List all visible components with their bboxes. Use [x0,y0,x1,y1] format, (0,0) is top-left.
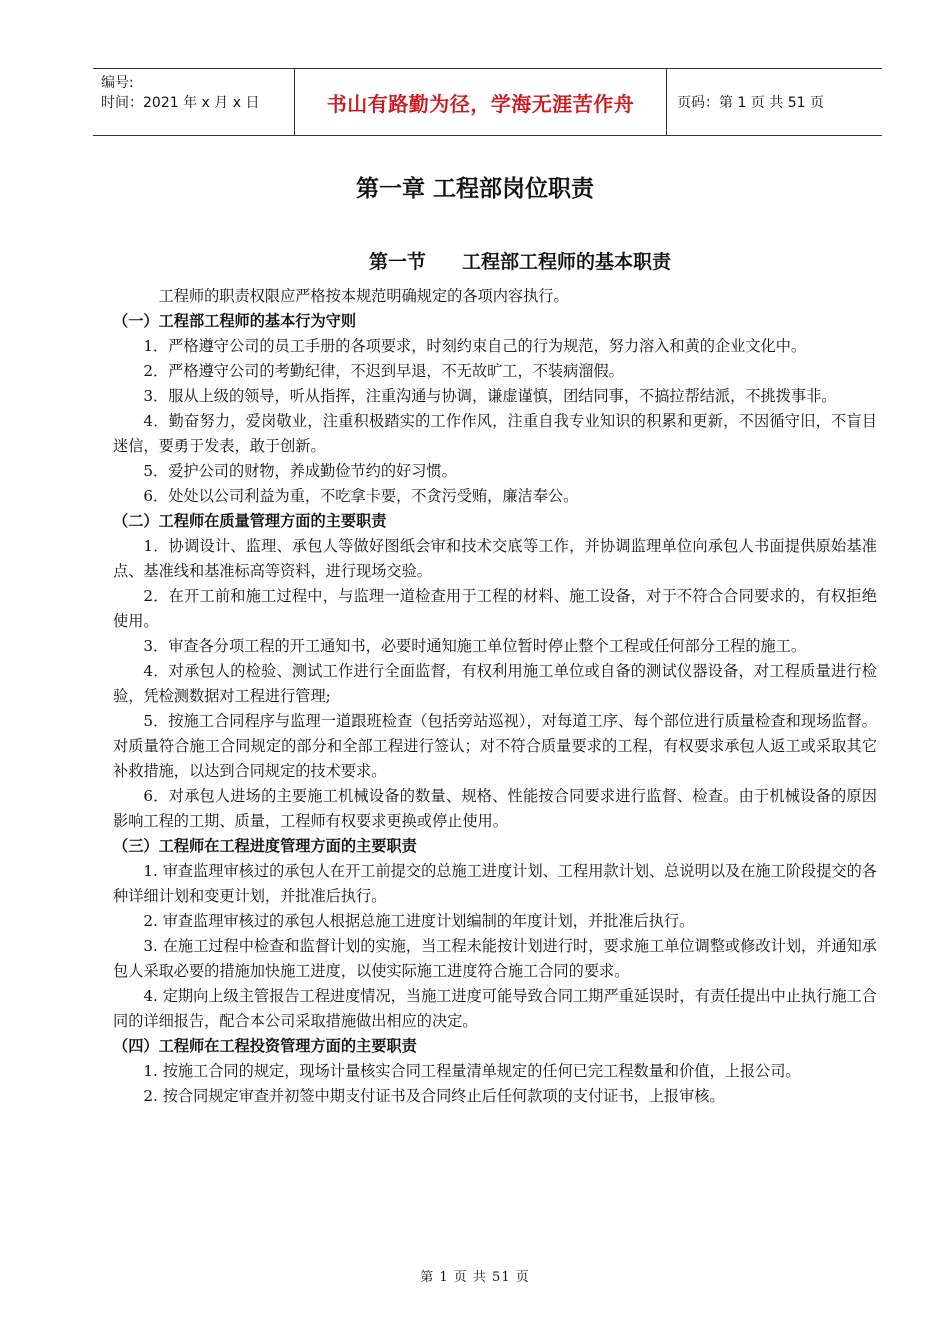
paragraph: 4．勤奋努力，爱岗敬业，注重积极踏实的工作作风，注重自我专业知识的积累和更新，不因循守旧，不盲目迷信，要勇于发表，敢于创新。 [113,412,877,455]
group-heading: （四）工程师在工程投资管理方面的主要职责 [113,1037,417,1055]
document-header [93,68,882,136]
paragraph: 4．对承包人的检验、测试工作进行全面监督，有权利用施工单位或自备的测试仪器设备，对工程质量进行检验，凭检测数据对工程进行管理; [113,662,877,705]
page-label: 页码：第 1 页 共 51 页 [677,95,824,111]
header-page-cell [667,69,882,135]
time-label: 时间：2021 年 x 月 x 日 [101,95,260,111]
paragraph: 2．严格遵守公司的考勤纪律，不迟到早退，不无故旷工，不装病溜假。 [143,362,624,380]
paragraph: 5．按施工合同程序与监理一道跟班检查（包括旁站巡视），对每道工序、每个部位进行质量检查和现场监督。对质量符合施工合同规定的部分和全部工程进行签认；对不符合质量要求的工程，有权要求承包人返工或采取其它补救措施，以达到合同规定的技术要求。 [113,712,877,780]
chapter-title: 第一章 工程部岗位职责 [355,176,594,202]
paragraph: 1. 按施工合同的规定，现场计量核实合同工程量清单规定的任何已完工程数量和价值，上报公司。 [143,1062,801,1080]
body-content [113,284,877,1109]
paragraph: 6．对承包人进场的主要施工机械设备的数量、规格、性能按合同要求进行监督、检查。由于机械设备的原因影响工程的工期、质量，工程师有权要求更换或停止使用。 [113,787,877,830]
paragraph: 1．严格遵守公司的员工手册的各项要求，时刻约束自己的行为规范，努力溶入和黄的企业文化中。 [143,337,807,355]
paragraph: 6．处处以公司利益为重，不吃拿卡要，不贪污受贿，廉洁奉公。 [143,487,579,505]
group-heading: （三）工程师在工程进度管理方面的主要职责 [113,837,417,855]
motto: 书山有路勤为径，学海无涯苦作舟 [326,91,635,116]
section-number: 第一节 [368,251,426,273]
paragraph: 3．审查各分项工程的开工通知书，必要时通知施工单位暂时停止整个工程或任何部分工程的施工。 [143,637,807,655]
section-name: 工程部工程师的基本职责 [462,251,672,273]
group-heading: （二）工程师在质量管理方面的主要职责 [113,512,387,530]
header-motto-cell [294,69,667,135]
section-title [0,247,950,274]
paragraph: 2. 按合同规定审查并初签中期支付证书及合同终止后任何款项的支付证书，上报审核。 [143,1087,725,1105]
paragraph: 1. 审查监理审核过的承包人在开工前提交的总施工进度计划、工程用款计划、总说明以及在施工阶段提交的各种详细计划和变更计划，并批准后执行。 [113,862,877,905]
paragraph: 5．爱护公司的财物，养成勤俭节约的好习惯。 [143,462,457,480]
paragraph: 3．服从上级的领导，听从指挥，注重沟通与协调，谦虚谨慎，团结同事，不搞拉帮结派，不挑拨事非。 [143,387,837,405]
intro-paragraph: 工程师的职责权限应严格按本规范明确规定的各项内容执行。 [158,287,569,305]
paragraph: 4. 定期向上级主管报告工程进度情况，当施工进度可能导致合同工期严重延误时，有责任提出中止执行施工合同的详细报告，配合本公司采取措施做出相应的决定。 [113,987,877,1030]
number-label: 编号: [101,75,134,91]
paragraph: 2. 审查监理审核过的承包人根据总施工进度计划编制的年度计划，并批准后执行。 [143,912,695,930]
group-heading: （一）工程部工程师的基本行为守则 [113,312,356,330]
paragraph: 3. 在施工过程中检查和监督计划的实施，当工程未能按计划进行时，要求施工单位调整或修改计划，并通知承包人采取必要的措施加快施工进度，以使实际施工进度符合施工合同的要求。 [113,937,877,980]
paragraph: 1．协调设计、监理、承包人等做好图纸会审和技术交底等工作，并协调监理单位向承包人书面提供原始基准点、基准线和基准标高等资料，进行现场交验。 [113,537,877,580]
page-footer: 第 1 页 共 51 页 [420,1270,530,1285]
paragraph: 2．在开工前和施工过程中，与监理一道检查用于工程的材料、施工设备，对于不符合合同要求的，有权拒绝使用。 [113,587,877,630]
header-meta [93,69,294,135]
